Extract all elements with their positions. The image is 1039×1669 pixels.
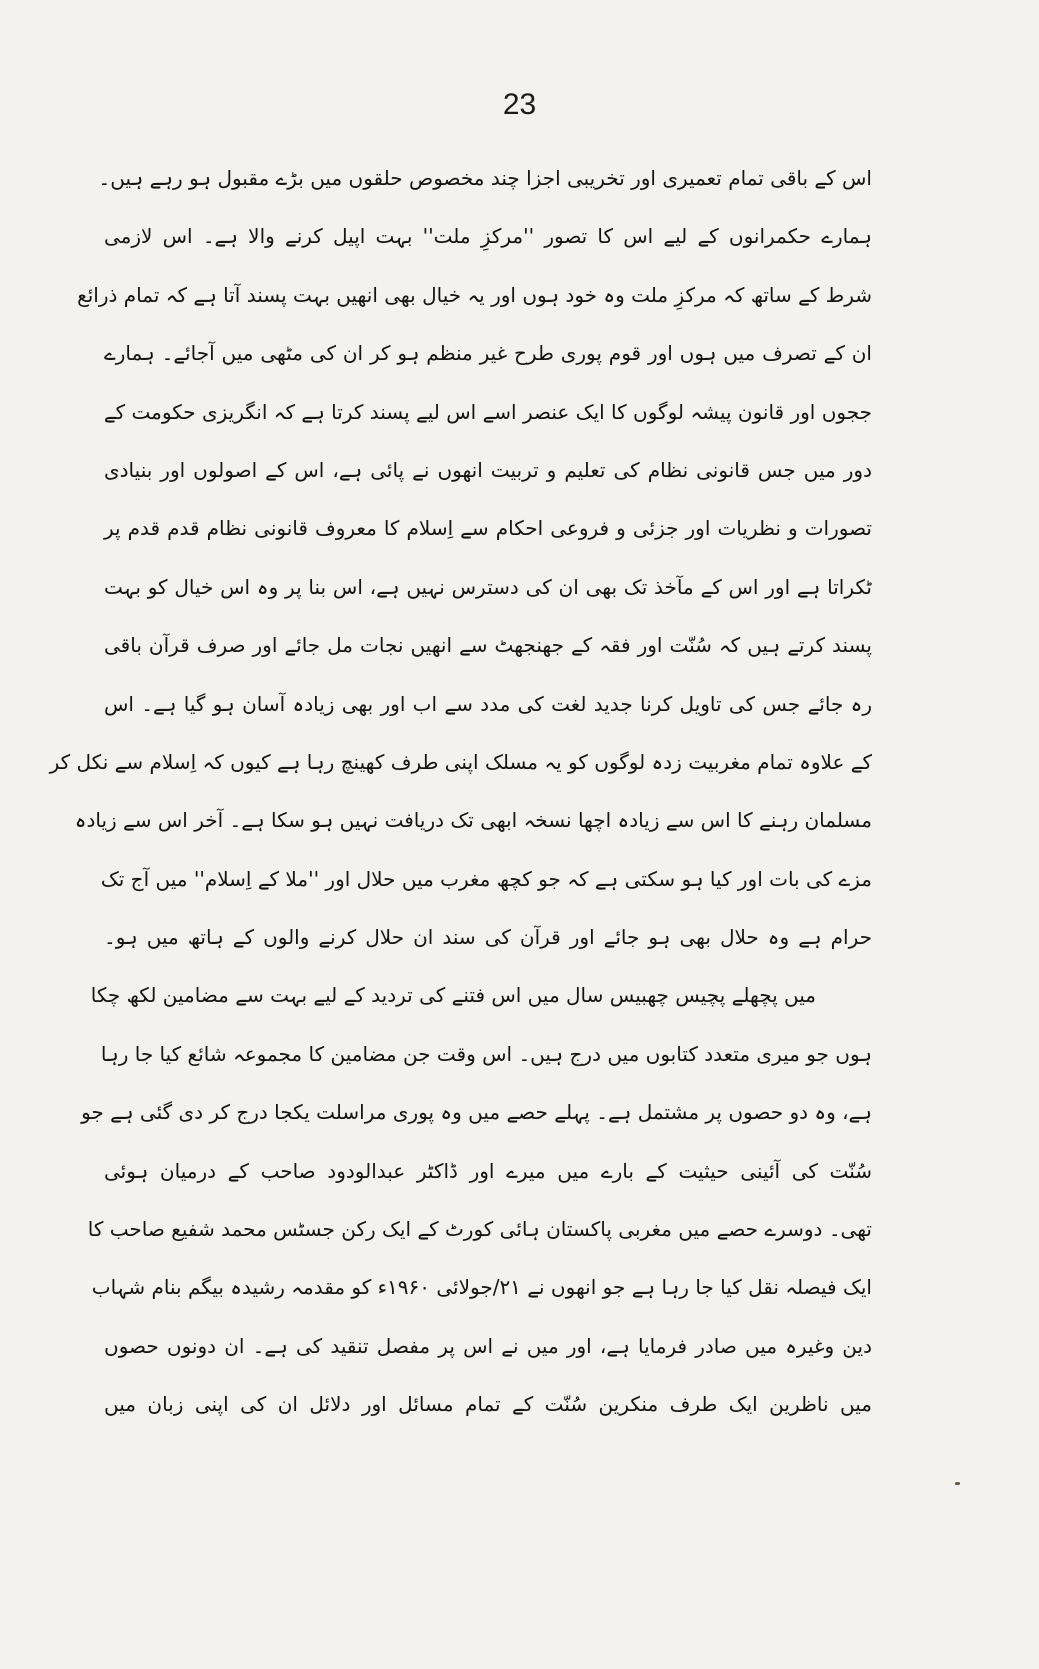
text-line: رہ جائے جس کی تاویل کرنا جدید لغت کی مدد سے اب اور بھی زیادہ آسان ہو گیا ہے۔ اس [104, 691, 872, 716]
text-line: مزے کی بات اور کیا ہو سکتی ہے کہ جو کچھ مغرب میں حلال اور ''ملا کے اِسلام'' میں آج تک [100, 866, 872, 891]
text-line: مسلمان رہنے کا اس سے زیادہ اچھا نسخہ ابھی تک دریافت نہیں ہو سکا ہے۔ آخر اس سے زیادہ [74, 808, 872, 833]
text-line: ٹکراتا ہے اور اس کے مآخذ تک بھی ان کی دسترس نہیں ہے، اس بنا پر وہ اس خیال کو بہت [104, 574, 872, 599]
text-line: ہمارے حکمرانوں کے لیے اس کا تصور ''مرکزِ ملت'' بہت اپیل کرنے والا ہے۔ اس لازمی [104, 224, 872, 249]
page-number: 23 [502, 88, 537, 121]
text-line: میں ناظرین ایک طرف منکرین سُنّت کے تمام مسائل اور دلائل ان کی اپنی زبان میں [104, 1392, 872, 1417]
text-line: ان کے تصرف میں ہوں اور قوم پوری طرح غیر منظم ہو کر ان کی مٹھی میں آجائے۔ ہمارے [104, 341, 872, 366]
paragraph-start-line: میں پچھلے پچیس چھبیس سال میں اس فتنے کی تردید کے لیے بہت سے مضامین لکھ چکا [90, 983, 816, 1008]
body-text [49, 155, 872, 1440]
scan-speck [955, 1482, 960, 1485]
text-line: تھی۔ دوسرے حصے میں مغربی پاکستان ہائی کورٹ کے ایک رکن جسٹس محمد شفیع صاحب کا [87, 1217, 872, 1242]
text-line: سُنّت کی آئینی حیثیت کے بارے میں میرے اور ڈاکٹر عبدالودود صاحب کے درمیان ہوئی [104, 1158, 872, 1183]
text-line: اس کے باقی تمام تعمیری اور تخریبی اجزا چند مخصوص حلقوں میں بڑے مقبول ہو رہے ہیں۔ [98, 166, 872, 190]
text-line: دور میں جس قانونی نظام کی تعلیم و تربیت انھوں نے پائی ہے، اس کے اصولوں اور بنیادی [104, 457, 872, 482]
text-line: ہے، وہ دو حصوں پر مشتمل ہے۔ پہلے حصے میں وہ پوری مراسلت یکجا درج کر دی گئی ہے جو [81, 1100, 872, 1125]
text-line: ججوں اور قانون پیشہ لوگوں کا ایک عنصر اسے اس لیے پسند کرتا ہے کہ انگریزی حکومت کے [103, 399, 872, 424]
text-line: تصورات و نظریات اور جزئی و فروعی احکام سے اِسلام کا معروف قانونی نظام قدم قدم پر [104, 516, 872, 541]
text-line: ہوں جو میری متعدد کتابوں میں درج ہیں۔ اس وقت جن مضامین کا مجموعہ شائع کیا جا رہا [100, 1041, 872, 1066]
text-line: پسند کرتے ہیں کہ سُنّت اور فقہ کے جھنجھٹ سے انھیں نجات مل جائے اور صرف قرآن باقی [104, 633, 872, 658]
text-line: ایک فیصلہ نقل کیا جا رہا ہے جو انھوں نے ۲۱/جولائی ۱۹۶۰ء کو مقدمہ رشیدہ بیگم بنام شہاب [91, 1275, 872, 1300]
text-line: کے علاوہ تمام مغربیت زدہ لوگوں کو یہ مسلک اپنی طرف کھینچ رہا ہے کیوں کہ اِسلام سے نکل کر [49, 749, 872, 774]
text-line: شرط کے ساتھ کہ مرکزِ ملت وہ خود ہوں اور یہ خیال بھی انھیں بہت پسند آتا ہے کہ تمام ذرائع [77, 282, 872, 307]
paragraph-end-line: حرام ہے وہ حلال بھی ہو جائے اور قرآن کی سند ان حلال کرنے والوں کے ہاتھ میں ہو۔ [104, 925, 872, 950]
text-line: دین وغیرہ میں صادر فرمایا ہے، اور میں نے اس پر مفصل تنقید کی ہے۔ ان دونوں حصوں [104, 1333, 872, 1358]
